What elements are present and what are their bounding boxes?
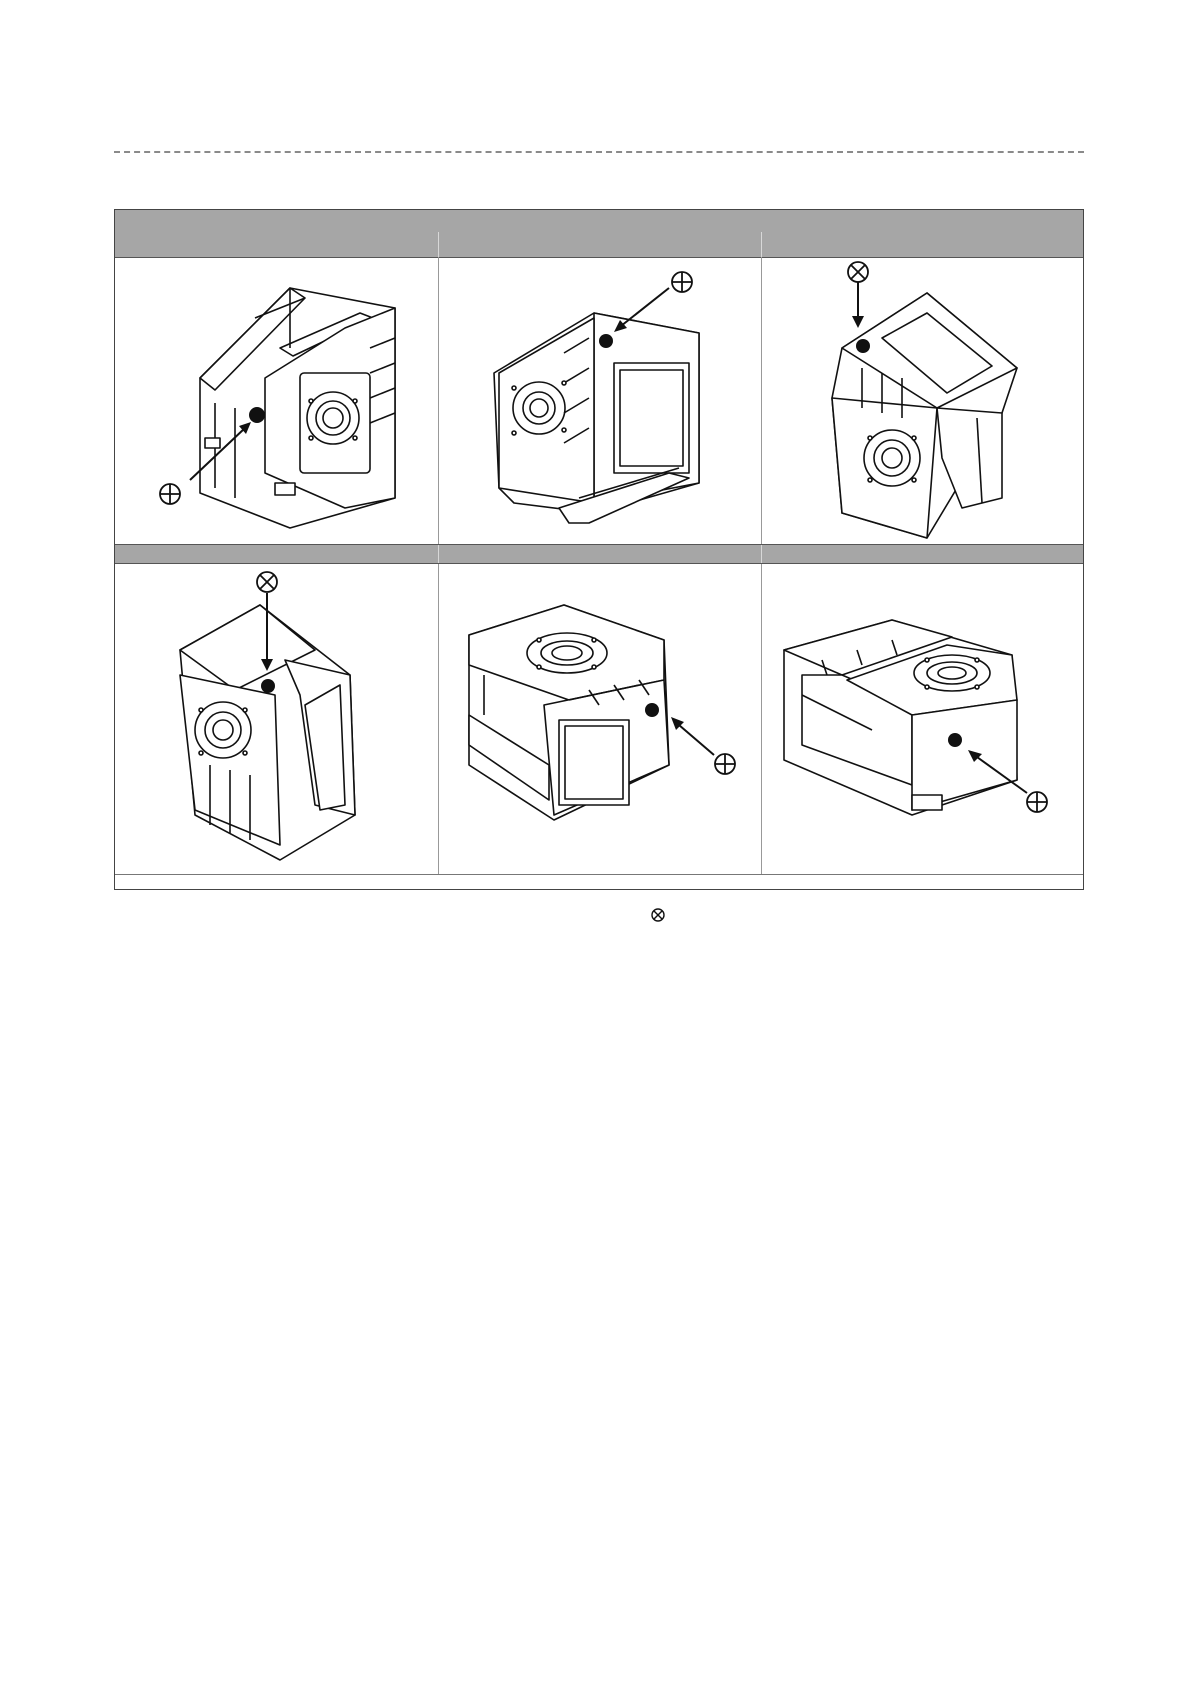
gearbox-position-4 bbox=[115, 565, 437, 873]
fill-point-dot bbox=[249, 407, 265, 423]
gearbox-drawing-4 bbox=[115, 565, 437, 873]
fill-point-dot bbox=[645, 703, 659, 717]
fill-point-dot bbox=[948, 733, 962, 747]
row-separator-band bbox=[115, 544, 1083, 564]
fill-point-dot bbox=[599, 334, 613, 348]
mounting-positions-table bbox=[114, 209, 1084, 890]
table-header bbox=[115, 210, 1083, 258]
dashed-separator bbox=[114, 151, 1084, 153]
oplus-icon bbox=[672, 272, 692, 292]
otimes-icon bbox=[257, 572, 277, 592]
fill-point-dot bbox=[261, 679, 275, 693]
oplus-icon bbox=[715, 754, 735, 774]
gearbox-drawing-1 bbox=[115, 258, 437, 543]
header-divider bbox=[761, 232, 762, 257]
band-divider bbox=[438, 545, 439, 563]
gearbox-position-2 bbox=[439, 258, 761, 543]
gearbox-position-6 bbox=[762, 565, 1083, 873]
gearbox-drawing-3 bbox=[762, 258, 1083, 543]
gearbox-position-1 bbox=[115, 258, 437, 543]
fill-point-dot bbox=[856, 339, 870, 353]
gearbox-position-5 bbox=[439, 565, 761, 873]
oplus-icon bbox=[1027, 792, 1047, 812]
gearbox-drawing-2 bbox=[439, 258, 761, 543]
gearbox-drawing-5 bbox=[439, 565, 761, 873]
gearbox-drawing-6 bbox=[762, 565, 1083, 873]
header-divider bbox=[438, 232, 439, 257]
gearbox-position-3 bbox=[762, 258, 1083, 543]
footnote-otimes-icon bbox=[648, 905, 668, 925]
band-divider bbox=[761, 545, 762, 563]
table-bottom-rule bbox=[115, 874, 1083, 875]
otimes-icon bbox=[848, 262, 868, 282]
oplus-icon bbox=[160, 484, 180, 504]
